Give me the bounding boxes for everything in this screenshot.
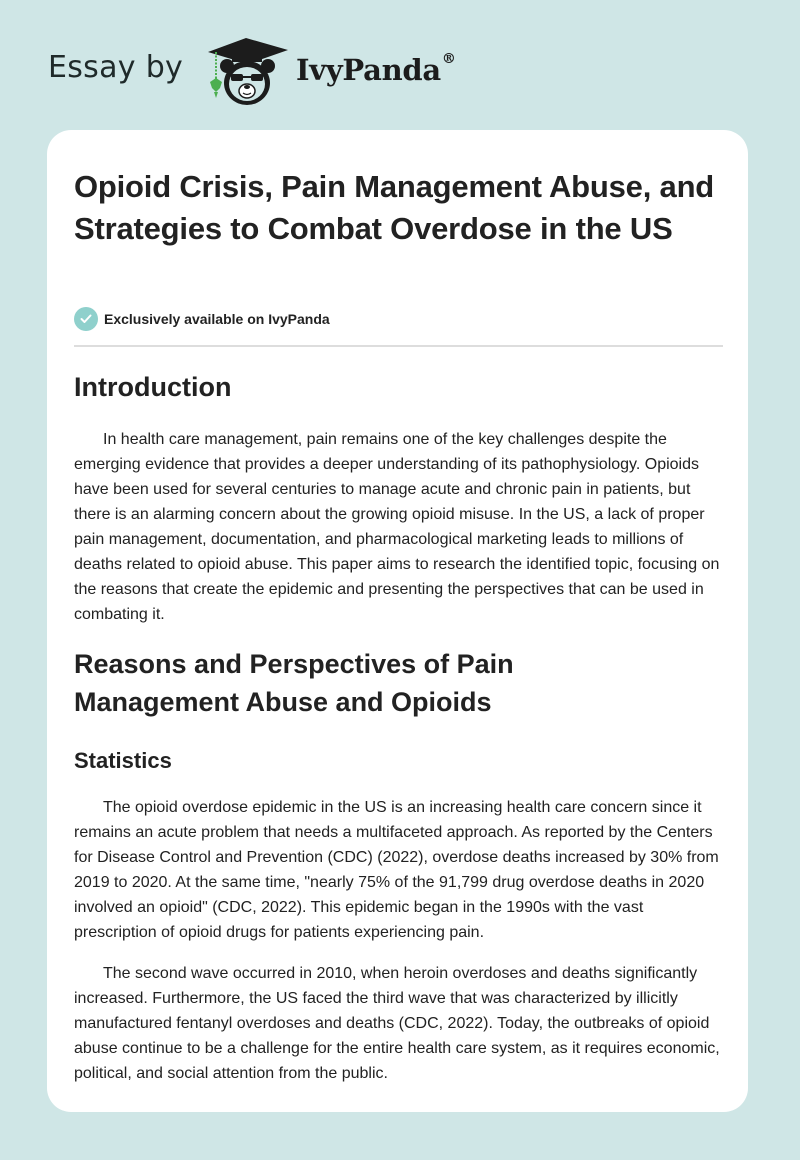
check-circle-icon — [74, 307, 98, 331]
essay-card — [47, 130, 748, 1112]
subsection-heading-statistics: Statistics — [74, 748, 172, 773]
brand-name-text: IvyPanda — [296, 53, 441, 87]
divider — [74, 345, 723, 347]
section-heading-reasons: Reasons and Perspectives of Pain Management Abuse and Opioids — [74, 649, 514, 717]
panda-graduation-cap-icon[interactable] — [202, 36, 292, 108]
paragraph-introduction: In health care management, pain remains one of the key challenges despite the emerging evidence that provides a deeper understanding of its pathophysiology. Opioids have been used for several centuries to manage acute and chronic pain in patients, but there is an alarming concern about the growing opioid misuse. In the US, a lack of proper pain management, documentation, and pharmacological marketing leads to millions of deaths related to opioid abuse. This paper aims to research the identified topic, focusing on the reasons that create the epidemic and presenting the perspectives that can be used in combating it. — [74, 431, 720, 623]
site-header — [0, 0, 800, 130]
exclusive-badge-text: Exclusively available on IvyPanda — [104, 311, 330, 327]
essay-by-label: Essay by — [48, 50, 184, 85]
page-title: Opioid Crisis, Pain Management Abuse, and Strategies to Combat Overdose in the US — [74, 169, 715, 246]
brand-name[interactable] — [296, 53, 456, 87]
exclusive-badge — [74, 307, 330, 331]
paragraph-statistics-1: The opioid overdose epidemic in the US is an increasing health care concern since it remains an acute problem that needs a multifaceted approach. As reported by the Centers for Disease Control and Prevention (CDC) (2022), overdose deaths increased by 30% from 2019 to 2020. At the same time, "nearly 75% of the 91,799 drug overdose deaths in 2020 involved an opioid" (CDC, 2022). This epidemic began in the 1990s with the vast prescription of opioid drugs for patients experiencing pain. — [74, 799, 719, 941]
paragraph-statistics-2: The second wave occurred in 2010, when heroin overdoses and deaths significantly increased. Furthermore, the US faced the third wave that was characterized by illicitly manufactured fentanyl overdoses and deaths (CDC, 2022). Today, the outbreaks of opioid abuse continue to be a challenge for the entire health care system, as it requires economic, political, and social attention from the public. — [74, 965, 720, 1082]
section-heading-introduction: Introduction — [74, 372, 232, 402]
registered-mark: ® — [441, 51, 456, 67]
